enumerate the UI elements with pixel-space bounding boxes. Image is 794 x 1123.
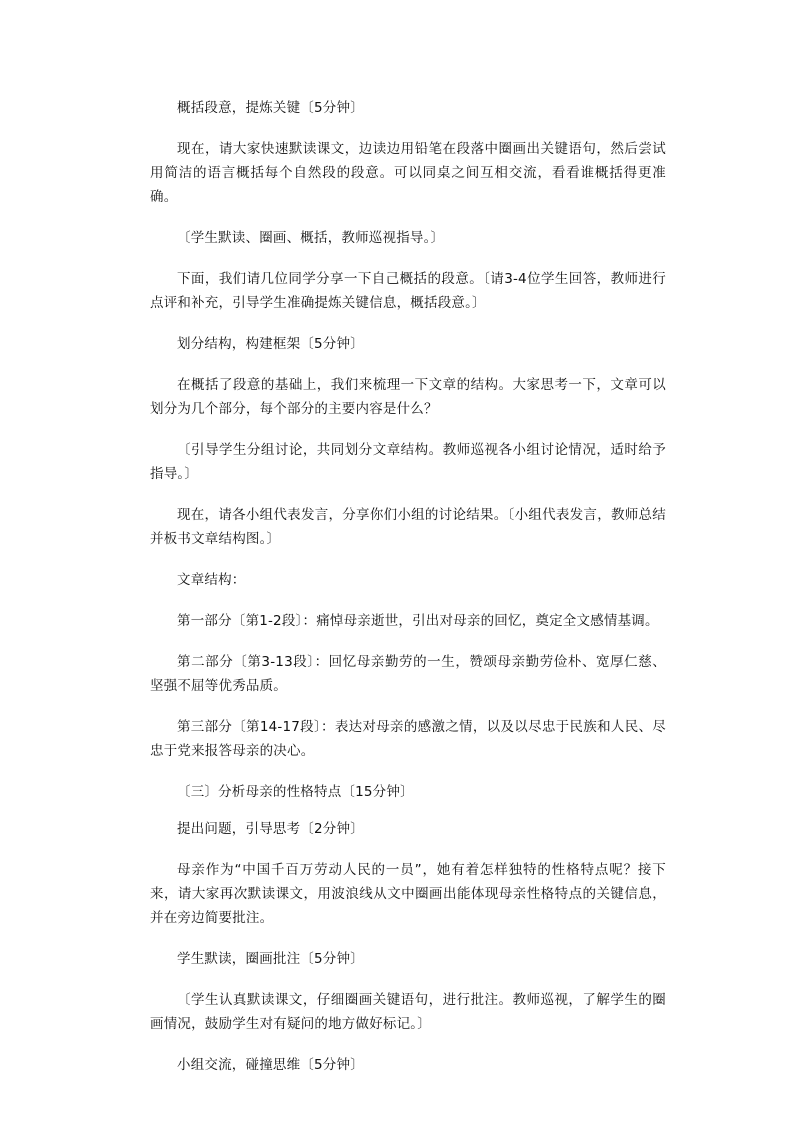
body-paragraph: 现在，请各小组代表发言，分享你们小组的讨论结果。〔小组代表发言，教师总结并板书文章结构图。〕 xyxy=(150,507,666,547)
body-paragraph: 母亲作为“中国千百万劳动人民的一员”，她有着怎样独特的性格特点呢？接下来，请大家再次默读课文，用波浪线从文中圈画出能体现母亲性格特点的关键信息，并在旁边简要批注。 xyxy=(150,862,666,926)
structure-item: 第三部分〔第14-17段〕：表达对母亲的感激之情，以及以尽忠于民族和人民、尽忠于党来报答母亲的决心。 xyxy=(150,719,666,759)
body-paragraph: 下面，我们请几位同学分享一下自己概括的段意。〔请3-4位学生回答，教师进行点评和补充，引导学生准确提炼关键信息，概括段意。〕 xyxy=(150,271,666,311)
body-paragraph: 〔学生默读、圈画、概括，教师巡视指导。〕 xyxy=(177,230,445,246)
body-paragraph: 在概括了段意的基础上，我们来梳理一下文章的结构。大家思考一下，文章可以划分为几个部分，每个部分的主要内容是什么？ xyxy=(150,377,666,417)
section-heading: 学生默读，圈画批注〔5分钟〕 xyxy=(177,951,364,967)
section-heading: 划分结构，构建框架〔5分钟〕 xyxy=(177,336,364,352)
section-heading: 小组交流，碰撞思维〔5分钟〕 xyxy=(177,1057,364,1073)
section-heading: 概括段意，提炼关键〔5分钟〕 xyxy=(177,100,364,116)
body-paragraph: 〔引导学生分组讨论，共同划分文章结构。教师巡视各小组讨论情况，适时给予指导。〕 xyxy=(150,442,666,482)
body-paragraph: 〔学生认真默读课文，仔细圈画关键语句，进行批注。教师巡视，了解学生的圈画情况，鼓励学生对有疑问的地方做好标记。〕 xyxy=(150,992,666,1032)
body-paragraph: 现在，请大家快速默读课文，边读边用铅笔在段落中圈画出关键语句，然后尝试用简洁的语言概括每个自然段的段意。可以同桌之间互相交流，看看谁概括得更准确。 xyxy=(150,141,666,205)
section-heading: 〔三〕分析母亲的性格特点〔15分钟〕 xyxy=(177,784,414,800)
section-heading: 提出问题，引导思考〔2分钟〕 xyxy=(177,821,364,837)
section-heading: 文章结构： xyxy=(177,572,246,588)
structure-item: 第一部分〔第1-2段〕：痛悼母亲逝世，引出对母亲的回忆，奠定全文感情基调。 xyxy=(177,613,659,629)
structure-item: 第二部分〔第3-13段〕：回忆母亲勤劳的一生，赞颂母亲勤劳俭朴、宽厚仁慈、坚强不屈等优秀品质。 xyxy=(150,654,666,694)
